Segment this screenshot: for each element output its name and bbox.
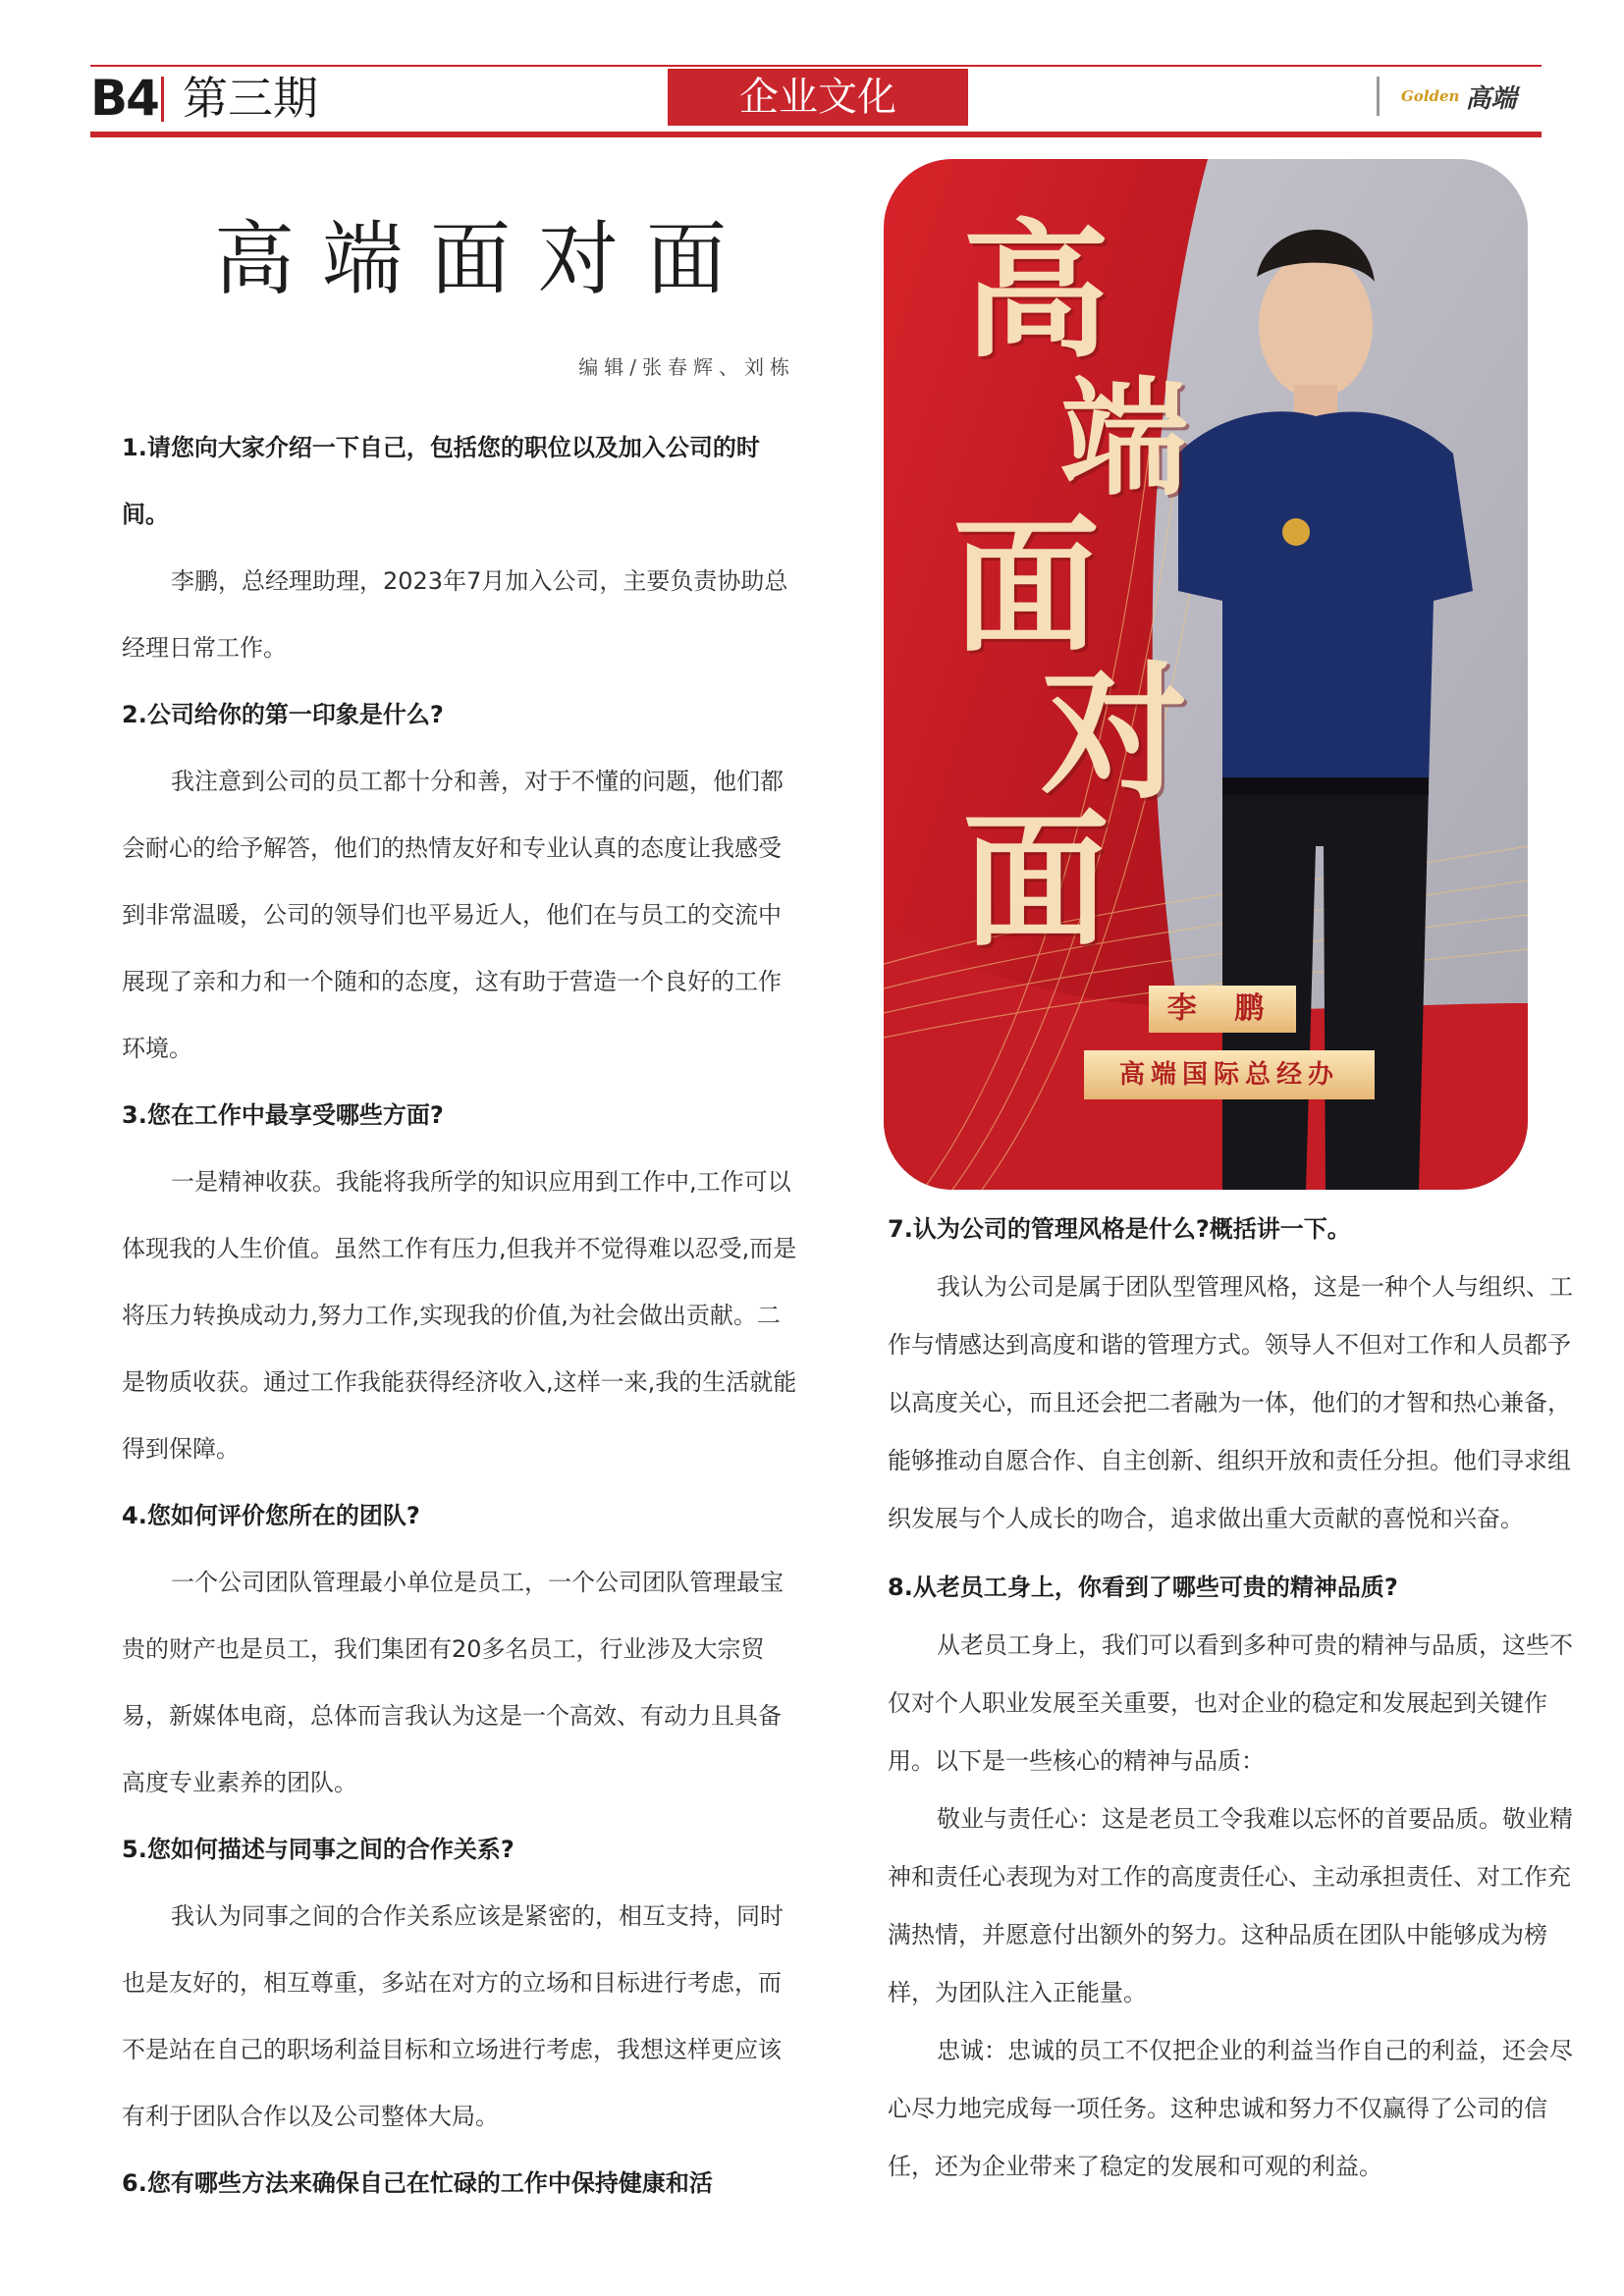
header-separator: [161, 77, 164, 122]
interview-column-left: [122, 414, 799, 2216]
person-role-tag: 高端国际总经办: [1084, 1050, 1375, 1099]
interview-answer: 一个公司团队管理最小单位是员工，一个公司团队管理最宝贵的财产也是员工，我们集团有20多名员工，行业涉及大宗贸易，新媒体电商，总体而言我认为这是一个高效、有动力且具备高度专业素养的团队。: [122, 1569, 784, 1796]
interview-question: 6.您有哪些方法来确保自己在忙碌的工作中保持健康和活: [122, 2169, 713, 2197]
interview-question: 3.您在工作中最享受哪些方面?: [122, 1101, 444, 1129]
section-title: 企业文化: [668, 69, 968, 126]
interview-question: 2.公司给你的第一印象是什么?: [122, 701, 444, 728]
interview-question: 4.您如何评价您所在的团队?: [122, 1502, 420, 1529]
logo-divider: [1377, 77, 1380, 116]
portrait-card: [884, 159, 1528, 1190]
header-bottom-rule: [90, 132, 1542, 137]
portrait-title-char: 高: [962, 205, 1110, 378]
interview-question: 5.您如何描述与同事之间的合作关系?: [122, 1836, 514, 1863]
interview-answer: 李鹏，总经理助理，2023年7月加入公司，主要负责协助总经理日常工作。: [122, 567, 788, 662]
article-title: 高端面对面: [213, 213, 754, 306]
interview-answer: 忠诚：忠诚的员工不仅把企业的利益当作自己的利益，还会尽心尽力地完成每一项任务。这种忠诚和努力不仅赢得了公司的信任，还为企业带来了稳定的发展和可观的利益。: [888, 2037, 1573, 2180]
portrait-title: [943, 205, 1198, 967]
page-code: B4: [90, 70, 158, 127]
interview-answer: 我认为公司是属于团队型管理风格，这是一种个人与组织、工作与情感达到高度和谐的管理方式。领导人不但对工作和人员都予以高度关心，而且还会把二者融为一体，他们的才智和热心兼备，能够推动自愿合作、自主创新、组织开放和责任分担。他们寻求组织发展与个人成长的吻合，追求做出重大贡献的喜悦和兴奋。: [888, 1273, 1573, 1532]
portrait-title-char: 面: [952, 500, 1101, 672]
interview-question: 7.认为公司的管理风格是什么?概括讲一下。: [888, 1215, 1351, 1243]
header-top-rule: [90, 65, 1542, 67]
interview-answer: 敬业与责任心：这是老员工令我难以忘怀的首要品质。敬业精神和责任心表现为对工作的高度责任心、主动承担责任、对工作充满热情，并愿意付出额外的努力。这种品质在团队中能够成为榜样，为团队注入正能量。: [888, 1805, 1573, 2006]
interview-answer: 从老员工身上，我们可以看到多种可贵的精神与品质，这些不仅对个人职业发展至关重要，也对企业的稳定和发展起到关键作用。以下是一些核心的精神与品质：: [888, 1631, 1573, 1775]
interview-answer: 我认为同事之间的合作关系应该是紧密的，相互支持，同时也是友好的，相互尊重，多站在对方的立场和目标进行考虑，而不是站在自己的职场利益目标和立场进行考虑，我想这样更应该有利于团队合作以及公司整体大局。: [122, 1902, 784, 2130]
person-name-tag: 李 鹏: [1149, 986, 1296, 1033]
portrait-title-char: 对: [1041, 647, 1189, 820]
brand-logo: [1377, 75, 1542, 118]
logo-text: 高端: [1465, 83, 1517, 114]
portrait-title-char: 端: [1060, 363, 1189, 513]
portrait-title-char: 面: [962, 794, 1110, 967]
interview-question: 8.从老员工身上，你看到了哪些可贵的精神品质?: [888, 1574, 1398, 1601]
interview-answer: 我注意到公司的员工都十分和善，对于不懂的问题，他们都会耐心的给予解答，他们的热情友好和专业认真的态度让我感受到非常温暖，公司的领导们也平易近人，他们在与员工的交流中展现了亲和力和一个随和的态度，这有助于营造一个良好的工作环境。: [122, 768, 784, 1062]
interview-answer: 一是精神收获。我能将我所学的知识应用到工作中,工作可以体现我的人生价值。虽然工作有压力,但我并不觉得难以忍受,而是将压力转换成动力,努力工作,实现我的价值,为社会做出贡献。二是物质收获。通过工作我能获得经济收入,这样一来,我的生活就能得到保障。: [122, 1168, 797, 1463]
issue-label: 第三期: [183, 72, 318, 125]
interview-question: 1.请您向大家介绍一下自己，包括您的职位以及加入公司的时间。: [122, 434, 760, 528]
interview-column-right: [888, 1200, 1585, 2206]
logo-script: Golden: [1401, 87, 1460, 105]
editor-credit: 编辑/张春辉、刘栋: [578, 355, 795, 379]
